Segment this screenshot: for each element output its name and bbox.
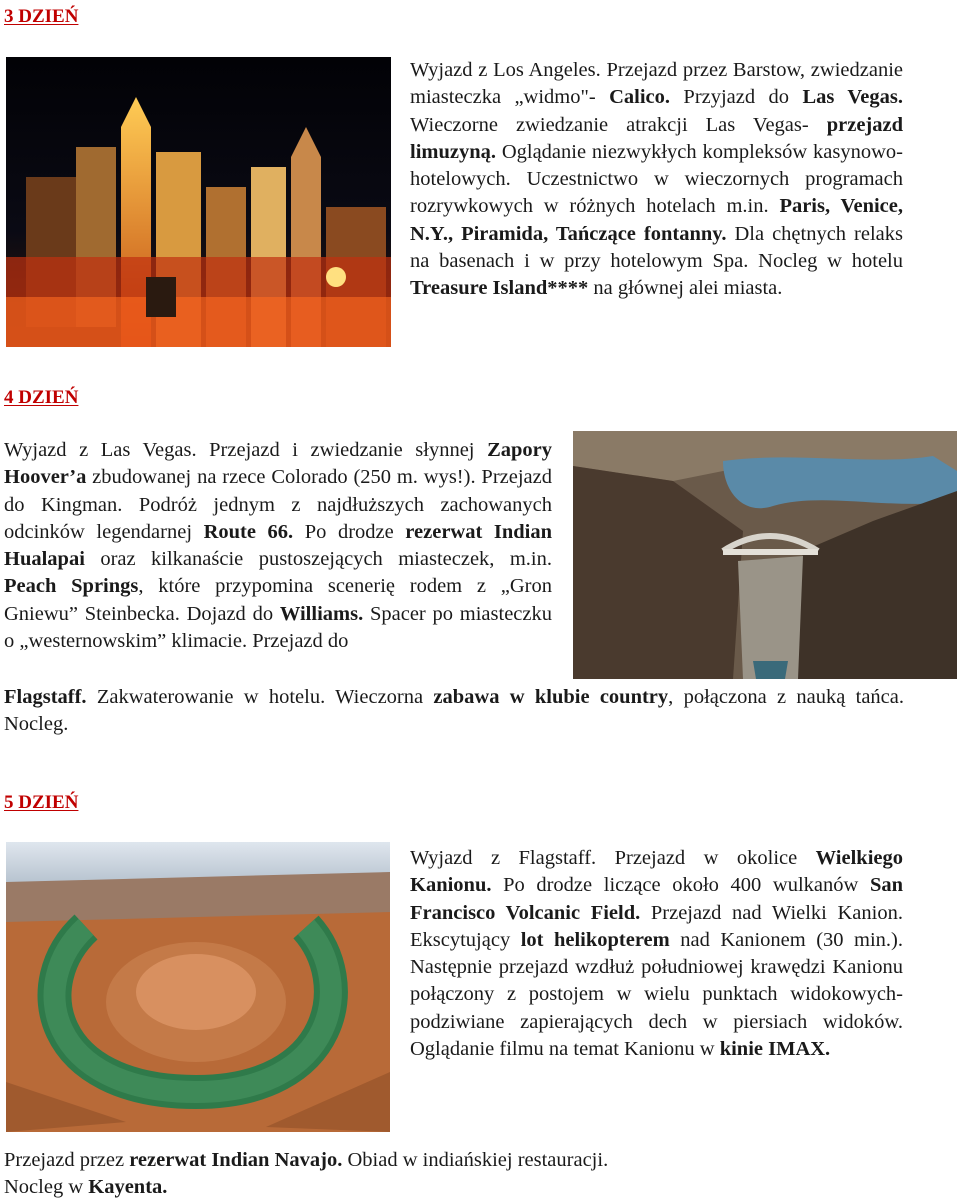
las-vegas-photo bbox=[6, 57, 391, 347]
day5-closing-line-1: Przejazd przez rezerwat Indian Navajo. Obiad w indiańskiej restauracji. bbox=[4, 1149, 609, 1171]
day5-closing-line-2: Nocleg w Kayenta. bbox=[4, 1176, 168, 1198]
day3-heading: 3 DZIEŃ bbox=[4, 6, 79, 27]
day5-heading: 5 DZIEŃ bbox=[4, 792, 79, 813]
day5-description: Wyjazd z Flagstaff. Przejazd w okolice Wielkiego Kanionu. Po drodze liczące około 400 wulkanów San Francisco Volcanic Field. Przejazd nad Wielki Kanion. Ekscytujący lot helikopterem nad Kanionem (30 min.). Następnie przejazd wzdłuż południowej krawędzi Kanionu połączony z postojem w wielu punktach widokowych- podziwiane zapierających dech w piersiach widoków. Oglądanie filmu na temat Kanionu w kinie IMAX. bbox=[410, 847, 903, 1061]
day4-description-wrapped: Wyjazd z Las Vegas. Przejazd i zwiedzanie słynnej Zapory Hoover’a zbudowanej na rzece Colorado (250 m. wys!). Przejazd do Kingman. Podróż jednym z najdłuższych zachowanych odcinków legendarnej Route 66. Po drodze rezerwat Indian Hualapai oraz kilkanaście pustoszejących miasteczek, m.in. Peach Springs, które przypomina scenerię rodem z „Gron Gniewu” Steinbecka. Dojazd do Williams. Spacer po miasteczku o „westernowskim” klimacie. Przejazd do bbox=[4, 439, 553, 653]
hoover-dam-photo bbox=[573, 431, 957, 679]
day4-heading: 4 DZIEŃ bbox=[4, 387, 79, 408]
horseshoe-bend-photo bbox=[6, 842, 390, 1132]
day4-description-full: Flagstaff. Zakwaterowanie w hotelu. Wieczorna zabawa w klubie country, połączona z nauką tańca. Nocleg. bbox=[4, 686, 904, 736]
day3-description: Wyjazd z Los Angeles. Przejazd przez Barstow, zwiedzanie miasteczka „widmo"- Calico. Przyjazd do Las Vegas. Wieczorne zwiedzanie atrakcji Las Vegas- przejazd limuzyną. Oglądanie niezwykłych kompleksów kasynowo-hotelowych. Uczestnictwo w wieczornych programach rozrywkowych w różnych hotelach m.in. Paris, Venice, N.Y., Piramida, Tańczące fontanny. Dla chętnych relaks na basenach i w przy hotelowym Spa. Nocleg w hotelu Treasure Island**** na głównej alei miasta. bbox=[410, 59, 903, 300]
